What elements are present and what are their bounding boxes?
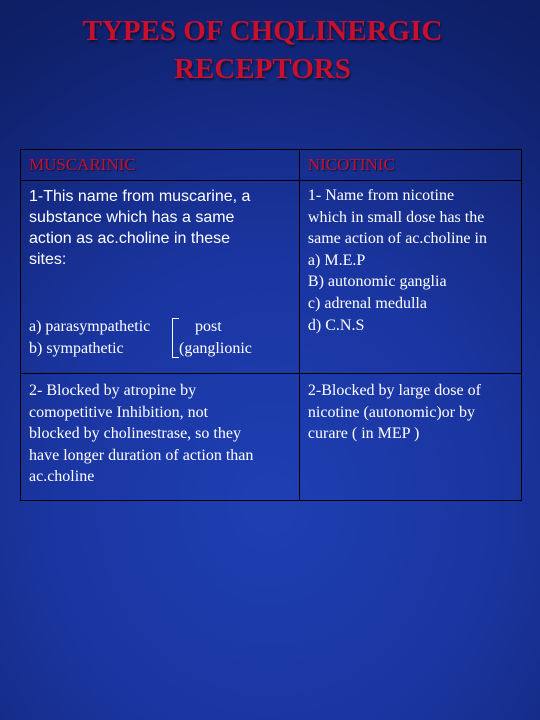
site-item: b) sympathetic: [29, 339, 124, 357]
text-line: blocked by cholinestrase, so they: [29, 425, 241, 443]
muscarinic-cell-1: [21, 181, 300, 374]
site-label: [179, 316, 252, 359]
table-header-row: [21, 150, 522, 181]
text-line: 1-This name from muscarine, a: [29, 188, 251, 205]
text-line: substance which has a same: [29, 209, 235, 226]
muscarinic-definition: [29, 186, 299, 270]
muscarinic-sites: [29, 316, 299, 362]
bracket-divider: [172, 318, 179, 358]
text-line: which in small dose has the: [307, 208, 485, 226]
site-list: [29, 316, 150, 359]
text-line: comopetitive Inhibition, not: [29, 403, 209, 421]
slide-title-line-2: RECEPTORS: [174, 53, 351, 85]
text-line: c) adrenal medulla: [307, 294, 427, 312]
header-muscarinic: MUSCARINIC: [21, 150, 300, 181]
text-line: ac.choline: [29, 468, 95, 486]
text-line: nicotine (autonomic)or by: [307, 403, 475, 421]
text-line: a) M.E.P: [307, 251, 366, 269]
site-item: a) parasympathetic: [29, 318, 151, 335]
nicotinic-definition: [308, 185, 521, 336]
text-line: B) autonomic ganglia: [307, 273, 447, 291]
text-line: 2-Blocked by large dose of: [307, 382, 481, 399]
text-line: curare ( in MEP ): [307, 425, 420, 443]
slide-title: [0, 12, 525, 88]
header-nicotinic: NICOTINIC: [299, 150, 521, 181]
slide-title-line-1: TYPES OF CHQLINERGIC: [82, 15, 443, 47]
text-line: 2- Blocked by atropine by: [29, 382, 197, 399]
site-label-line: (ganglionic: [179, 339, 252, 357]
nicotinic-cell-2: [299, 374, 521, 501]
site-label-line: post: [195, 318, 222, 335]
text-line: action as ac.choline in these: [29, 230, 231, 247]
nicotinic-cell-1: [299, 181, 521, 374]
muscarinic-blocking: [29, 380, 299, 488]
nicotinic-blocking: [308, 380, 521, 445]
table-row: [21, 181, 522, 374]
receptor-comparison-table: [20, 149, 522, 501]
text-line: same action of ac.choline in: [307, 230, 487, 248]
text-line: 1- Name from nicotine: [307, 187, 455, 204]
table-row: [21, 374, 522, 501]
text-line: sites:: [29, 251, 67, 268]
text-line: have longer duration of action than: [29, 446, 254, 464]
text-line: d) C.N.S: [307, 316, 365, 334]
muscarinic-cell-2: [21, 374, 300, 501]
